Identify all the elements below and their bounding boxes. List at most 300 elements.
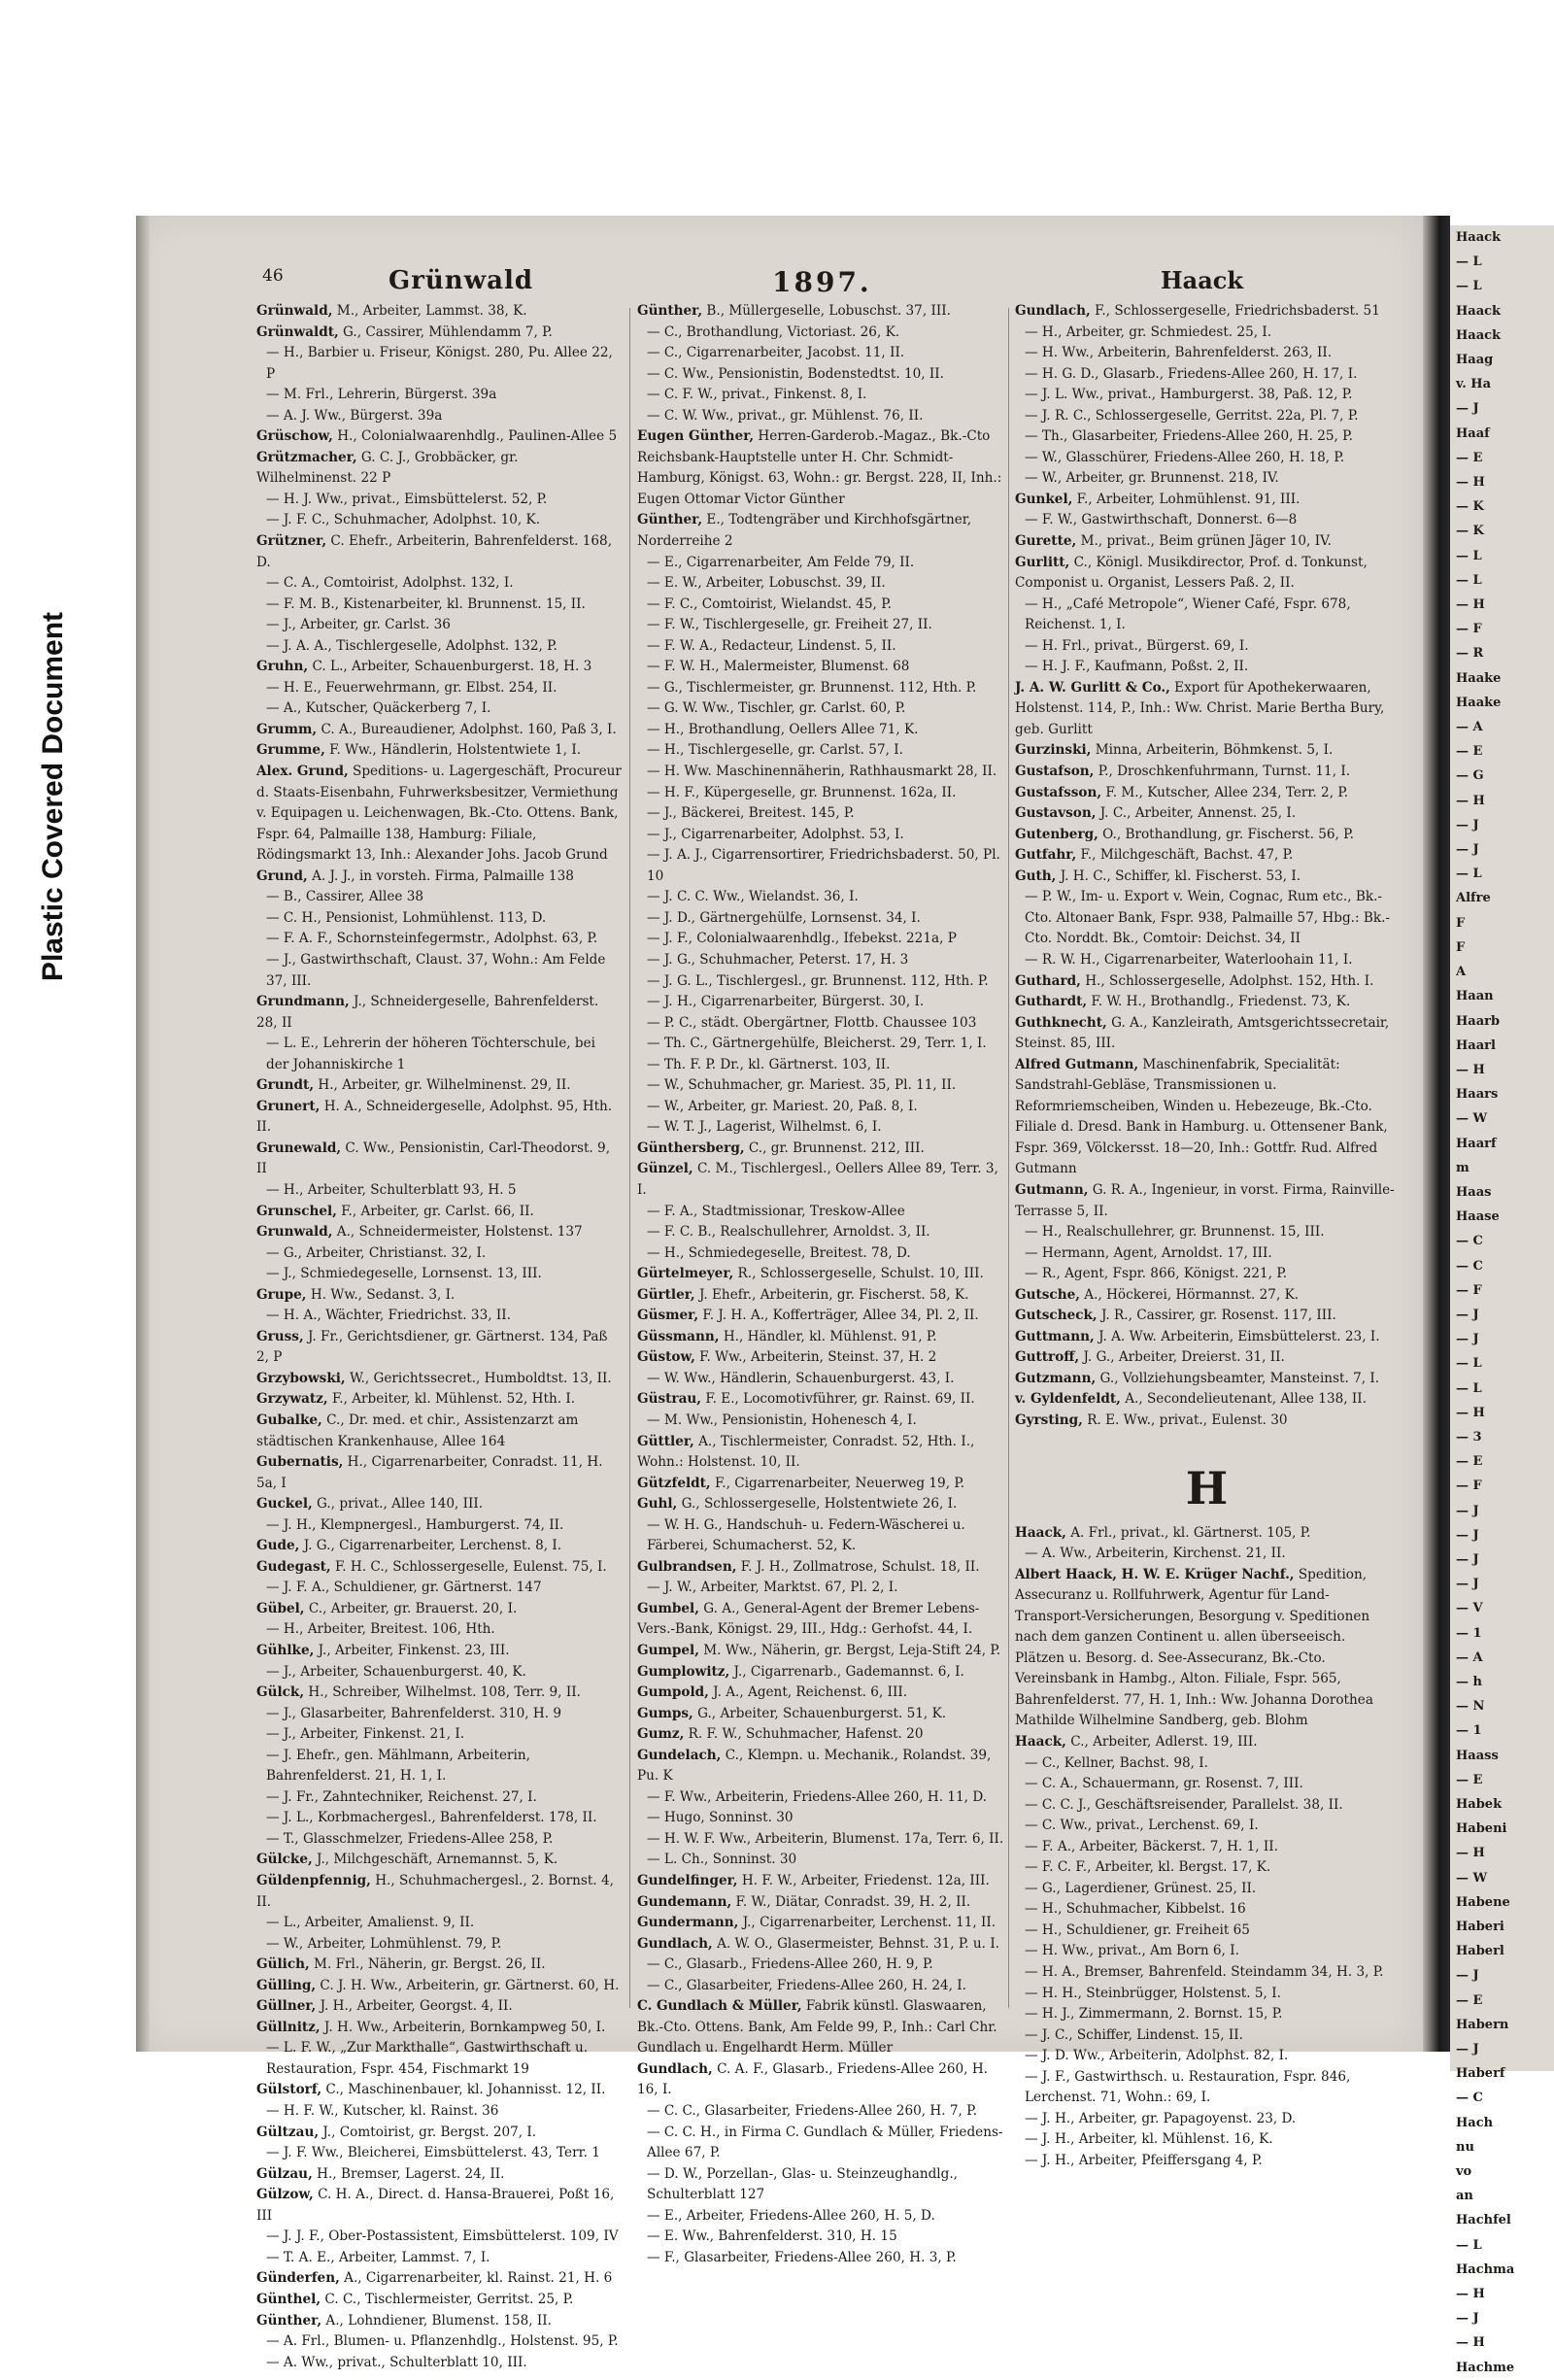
entry-details: — C. F. W., privat., Finkenst. 8, I. (647, 387, 867, 403)
directory-entry (1015, 867, 1399, 888)
directory-entry (256, 595, 622, 616)
entry-surname: Gustavson, (1015, 805, 1097, 822)
directory-entry (1015, 678, 1399, 741)
entry-details: — F. Ww., Arbeiterin, Friedens-Allee 260, H. 11, D. (647, 1788, 988, 1805)
directory-entry (256, 1264, 622, 1285)
directory-entry (637, 762, 1004, 783)
directory-entry (256, 1934, 622, 1955)
entry-details: — C., Cigarrenarbeiter, Jacobst. 11, II. (647, 345, 905, 361)
directory-entry (1015, 2046, 1399, 2067)
directory-entry (637, 1808, 1004, 1829)
directory-entry (637, 1075, 1004, 1097)
entry-details: — W., Schuhmacher, gr. Mariest. 35, Pl. 11, II. (647, 1077, 957, 1094)
entry-details: — F. W., Tischlergeselle, gr. Freiheit 27, II. (647, 617, 932, 633)
directory-entry (1015, 1523, 1399, 1545)
facing-page-stub: — J (1456, 1527, 1479, 1543)
directory-entry (1015, 1984, 1399, 2005)
entry-details: — H. A., Bremser, Bahrenfeld. Steindamm 34, H. 3, P. (1025, 1964, 1384, 1981)
entry-surname: Günther, (256, 2312, 322, 2329)
entry-details: — L. Ch., Sonninst. 30 (647, 1852, 797, 1868)
entry-details: W., Gerichtssecret., Humboldtst. 13, II. (345, 1370, 612, 1386)
entry-details: — G., Tischlermeister, gr. Brunnenst. 112, Hth. P. (647, 679, 977, 696)
entry-details: F., Milchgeschäft, Bachst. 47, P. (1076, 847, 1294, 864)
directory-entry (637, 2164, 1004, 2206)
directory-entry (1015, 426, 1399, 448)
facing-page-stub: — H (1456, 597, 1485, 613)
directory-entry (637, 1913, 1004, 1934)
entry-surname: Gürtelmeyer, (637, 1266, 734, 1282)
entry-surname: Gundemann, (637, 1893, 732, 1910)
entry-details: — F. C. B., Realschullehrer, Arnoldst. 3, II. (647, 1224, 930, 1241)
entry-details: G., Vollziehungsbeamter, Mansteinst. 7, I. (1096, 1370, 1380, 1386)
entry-details: — J. H., Arbeiter, gr. Papagoyenst. 23, D. (1025, 2110, 1297, 2126)
directory-entry (1015, 1899, 1399, 1921)
facing-page-stub: — W (1456, 1870, 1488, 1886)
facing-page-stub: Hachme (1456, 2360, 1515, 2375)
entry-details: — C. H., Pensionist, Lohmühlenst. 113, D. (266, 909, 547, 926)
entry-details: — Th. F. P. Dr., kl. Gärtnerst. 103, II. (647, 1056, 891, 1072)
directory-entry (637, 1389, 1004, 1411)
facing-page-stub: — 1 (1456, 1723, 1482, 1739)
entry-details: — J., Schmiedegeselle, Lornsenst. 13, III. (266, 1266, 542, 1282)
entry-details: — J. L. Ww., privat., Hamburgerst. 38, Paß. 12, P. (1025, 387, 1353, 403)
facing-page-stub: v. Ha (1456, 377, 1492, 392)
entry-details: J. H. C., Schiffer, kl. Fischerst. 53, I. (1056, 867, 1301, 884)
entry-details: J. A., Agent, Reichenst. 6, III. (708, 1684, 908, 1701)
facing-page-stub: Haarb (1456, 1013, 1501, 1029)
entry-details: G. C. J., Grobbäcker, gr. Wilhelminenst. 22 P (256, 449, 519, 487)
directory-entry (637, 950, 1004, 971)
directory-entry (637, 1411, 1004, 1432)
entry-surname: Gumz, (637, 1726, 685, 1743)
column-3 (1015, 301, 1399, 2171)
directory-entry (637, 2248, 1004, 2269)
entry-details: A. J. J., in vorsteh. Firma, Palmaille 138 (307, 867, 574, 884)
directory-entry (256, 1976, 622, 1997)
directory-entry (256, 1746, 622, 1787)
directory-entry (637, 929, 1004, 950)
directory-entry (1015, 803, 1399, 825)
directory-entry (1015, 1857, 1399, 1879)
entry-details: C., Arbeiter, Adlerst. 19, III. (1065, 1734, 1258, 1750)
facing-page-stub: — L (1456, 255, 1482, 270)
entry-surname: Grund, (256, 867, 308, 884)
entry-details: — H. Ww., privat., Am Born 6, I. (1025, 1943, 1239, 1959)
running-head-year: 1897. (772, 266, 872, 298)
entry-details: C. L., Arbeiter, Schauenburgerst. 18, H. 3 (308, 659, 592, 675)
entry-details: F., Schlossergeselle, Friedrichsbaderst. 51 (1090, 303, 1380, 319)
entry-surname: J. A. W. Gurlitt & Co., (1015, 679, 1170, 696)
entry-details: — J. F. C., Schuhmacher, Adolphst. 10, K. (266, 512, 541, 528)
entry-details: — H., Schuhmacher, Kibbelst. 16 (1025, 1901, 1246, 1918)
directory-entry (256, 1599, 622, 1620)
entry-details: — J. A. A., Tischlergeselle, Adolphst. 132, P. (266, 637, 557, 654)
facing-page-strip (1450, 225, 1554, 2375)
entry-details: J. C., Arbeiter, Annenst. 25, I. (1096, 805, 1297, 822)
entry-surname: Güstrau, (637, 1391, 702, 1408)
entry-details: — C., Glasarbeiter, Friedens-Allee 260, H. 24, I. (647, 1977, 966, 1993)
facing-page-stub: — G (1456, 768, 1484, 784)
facing-page-stub: Haake (1456, 695, 1502, 710)
entry-details: H., Colonialwaarenhdlg., Paulinen-Allee 5 (332, 428, 618, 445)
directory-entry (256, 2353, 622, 2374)
page-number: 46 (262, 266, 284, 286)
directory-entry (256, 908, 622, 930)
directory-entry (1015, 1774, 1399, 1795)
facing-page-stub: — J (1456, 1968, 1479, 1984)
entry-details: J., Cigarrenarb., Gademannst. 6, I. (729, 1663, 964, 1680)
entry-details: — M. Ww., Pensionistin, Hohenesch 4, I. (647, 1411, 917, 1428)
entry-details: — A., Kutscher, Quäckerberg 7, I. (266, 700, 491, 717)
directory-entry (637, 720, 1004, 741)
entry-details: H., Schlossergeselle, Adolphst. 152, Hth. I. (1080, 972, 1374, 989)
entry-surname: Gundermann, (637, 1915, 739, 1931)
directory-entry (1015, 323, 1399, 344)
directory-entry (1015, 825, 1399, 846)
entry-details: — C. C., Glasarbeiter, Friedens-Allee 260, H. 7, P. (647, 2103, 977, 2120)
facing-page-stub: vo (1456, 2164, 1472, 2180)
entry-details: — H. A., Wächter, Friedrichst. 33, II. (266, 1308, 511, 1324)
entry-surname: Guhl, (637, 1496, 678, 1513)
directory-entry (256, 2268, 622, 2290)
entry-details: — H. E., Feuerwehrmann, gr. Elbst. 254, II. (266, 679, 557, 696)
entry-details: — C. C. J., Geschäftsreisender, Parallelst. 38, II. (1025, 1796, 1343, 1813)
directory-entry (1015, 1411, 1399, 1432)
entry-surname: Gurlitt, (1015, 554, 1070, 570)
directory-entry (256, 343, 622, 385)
directory-entry (1015, 1795, 1399, 1817)
facing-page-stub: Hachma (1456, 2261, 1515, 2277)
facing-page-stub: Haberf (1456, 2066, 1505, 2082)
directory-entry (1015, 1369, 1399, 1390)
entry-surname: Gützfeldt, (637, 1475, 711, 1491)
facing-page-stub: Habek (1456, 1797, 1503, 1812)
entry-details: — F. A., Arbeiter, Bäckerst. 7, H. 1, II. (1025, 1838, 1278, 1854)
directory-entry (1015, 1921, 1399, 1942)
section-letter: H (1185, 1461, 1229, 1514)
entry-details: H. A., Schneidergeselle, Adolphst. 95, Hth. II. (256, 1098, 613, 1136)
directory-entry (1015, 2129, 1399, 2151)
directory-entry (1015, 1285, 1399, 1307)
facing-page-stub: — R (1456, 646, 1484, 662)
directory-entry (256, 740, 622, 762)
entry-surname: Gutenberg, (1015, 826, 1098, 842)
directory-entry (637, 553, 1004, 574)
facing-page-stub: — K (1456, 524, 1484, 539)
directory-entry (256, 1075, 622, 1097)
directory-entry (637, 1494, 1004, 1515)
directory-entry (637, 1662, 1004, 1683)
facing-page-stub: — 1 (1456, 1625, 1482, 1641)
entry-details: — H., Schuldiener, gr. Freiheit 65 (1025, 1921, 1250, 1938)
directory-entry (637, 1683, 1004, 1704)
entry-details: H., Bremser, Lagerst. 24, II. (312, 2165, 505, 2182)
directory-entry (637, 1222, 1004, 1243)
directory-entry (1015, 1013, 1399, 1055)
directory-entry (637, 908, 1004, 930)
entry-surname: Haack, (1015, 1524, 1066, 1541)
entry-surname: Grumme, (256, 742, 325, 759)
entry-details: Maschinenfabrik, Specialität: Sandstrahl-Gebläse, Transmissionen u. Reformriemscheiben, Winden u. Hebezeuge, Bk.-Cto. Filiale d. Dresd. Bank in Hamburg. u. Ottensener Bank, Fspr. 369, Völckersst. 18—20, Inh.: Gottfr. Rud. Alfred Gutmann (1015, 1056, 1388, 1177)
facing-page-stub: — L (1456, 572, 1482, 588)
directory-entry (1015, 468, 1399, 490)
facing-page-stub: Haass (1456, 1748, 1499, 1763)
directory-entry (1015, 636, 1399, 658)
directory-entry (256, 1662, 622, 1683)
entry-details: — G., Arbeiter, Christianst. 32, I. (266, 1244, 487, 1261)
entry-details: — Hugo, Sonninst. 30 (647, 1810, 794, 1826)
entry-details: F. J. H. A., Kofferträger, Allee 34, Pl. 2, II. (698, 1308, 979, 1324)
entry-details: J. Ehefr., Arbeiterin, gr. Fischerst. 58, K. (694, 1286, 969, 1303)
entry-details: — H., Arbeiter, Breitest. 106, Hth. (266, 1621, 495, 1638)
directory-entry (637, 343, 1004, 364)
entry-details: — J. C., Schiffer, Lindenst. 15, II. (1025, 2026, 1243, 2043)
entry-surname: Guckel, (256, 1496, 313, 1513)
entry-details: — E. W., Arbeiter, Lobuschst. 39, II. (647, 575, 886, 592)
facing-page-stub: Habene (1456, 1894, 1510, 1910)
facing-page-stub: — H (1456, 793, 1485, 808)
entry-details: A. W. O., Glasermeister, Behnst. 31, P. u. I. (712, 1935, 1000, 1952)
entry-surname: Grünwaldt, (256, 323, 339, 340)
entry-details: — J., Arbeiter, Schauenburgerst. 40, K. (266, 1663, 526, 1680)
entry-surname: Haack, (1015, 1734, 1066, 1750)
directory-entry (1015, 762, 1399, 783)
entry-details: J. A. Ww. Arbeiterin, Eimsbüttelerst. 23, I. (1094, 1328, 1380, 1344)
directory-entry (637, 510, 1004, 552)
entry-details: — J. D., Gärtnergehülfe, Lornsenst. 34, I. (647, 909, 921, 926)
entry-surname: Gubernatis, (256, 1454, 344, 1471)
entry-details: H., Arbeiter, gr. Wilhelminenst. 29, II. (314, 1077, 571, 1094)
facing-page-stub: Haberi (1456, 1920, 1504, 1935)
directory-entry (1015, 1222, 1399, 1243)
directory-entry (256, 323, 622, 344)
entry-surname: Eugen Günther, (637, 428, 755, 445)
entry-surname: Gübel, (256, 1600, 305, 1616)
directory-entry (637, 1934, 1004, 1955)
entry-details: — W., Arbeiter, Lohmühlenst. 79, P. (266, 1935, 502, 1952)
directory-entry (256, 1202, 622, 1223)
entry-details: F. H. C., Schlossergeselle, Eulenst. 75, I. (330, 1558, 607, 1575)
directory-entry (637, 1871, 1004, 1892)
directory-entry (1015, 385, 1399, 406)
facing-page-stub: m (1456, 1160, 1470, 1175)
entry-details: — F., Glasarbeiter, Friedens-Allee 260, H. 3, P. (647, 2249, 957, 2265)
directory-entry (1015, 1941, 1399, 1962)
directory-entry (637, 1641, 1004, 1662)
directory-entry (1015, 406, 1399, 427)
entry-details: — Th., Glasarbeiter, Friedens-Allee 260, H. 25, P. (1025, 428, 1353, 445)
entry-surname: Grunwald, (256, 1224, 333, 1241)
entry-surname: Gülzau, (256, 2165, 313, 2182)
directory-entry (1015, 301, 1399, 323)
entry-surname: Grzybowski, (256, 1370, 346, 1386)
directory-entry (256, 762, 622, 867)
entry-details: F. W., Diätar, Conradst. 39, H. 2, II. (731, 1893, 971, 1910)
directory-entry (1015, 595, 1399, 636)
directory-entry (1015, 992, 1399, 1013)
entry-details: — J. F. A., Schuldiener, gr. Gärtnerst. 147 (266, 1580, 542, 1596)
entry-details: — J. C. C. Ww., Wielandst. 36, I. (647, 889, 859, 905)
facing-page-stub: — J (1456, 1503, 1479, 1518)
directory-entry (256, 1955, 622, 1976)
entry-details: M., Arbeiter, Lammst. 38, K. (332, 303, 527, 319)
directory-entry (1015, 531, 1399, 553)
directory-entry (256, 2080, 622, 2101)
directory-entry (256, 531, 622, 573)
directory-entry (1015, 1837, 1399, 1858)
entry-details: — J., Glasarbeiter, Bahrenfelderst. 310, H. 9 (266, 1705, 562, 1721)
directory-entry (1015, 343, 1399, 364)
entry-details: C., Arbeiter, gr. Brauerst. 20, I. (304, 1600, 518, 1616)
directory-entry (256, 1871, 622, 1913)
directory-entry (256, 1829, 622, 1851)
entry-surname: Guth, (1015, 867, 1057, 884)
entry-surname: Grünwald, (256, 303, 333, 319)
facing-page-stub: — H (1456, 1846, 1485, 1861)
directory-entry (256, 1369, 622, 1390)
directory-entry (256, 992, 622, 1034)
directory-entry (256, 2311, 622, 2332)
entry-details: — H., Arbeiter, Schulterblatt 93, H. 5 (266, 1181, 517, 1198)
entry-details: — J. G., Schuhmacher, Peterst. 17, H. 3 (647, 951, 909, 968)
entry-surname: Guthknecht, (1015, 1014, 1107, 1031)
directory-entry (637, 1432, 1004, 1474)
entry-details: — H. Ww., Arbeiterin, Bahrenfelderst. 263, II. (1025, 345, 1333, 361)
entry-surname: Gürtler, (637, 1286, 695, 1303)
entry-details: E., Todtengräber und Kirchhofsgärtner, Norderreihe 2 (637, 512, 972, 550)
facing-page-stub: — C (1456, 1258, 1483, 1274)
entry-details: — A. Frl., Blumen- u. Pflanzenhdlg., Holstenst. 95, P. (266, 2333, 619, 2350)
directory-entry (637, 1034, 1004, 1055)
entry-details: F., Arbeiter, Lohmühlenst. 91, III. (1072, 491, 1301, 507)
entry-details: — J. H., Cigarrenarbeiter, Bürgerst. 30, I. (647, 994, 925, 1010)
entry-details: — T., Glasschmelzer, Friedens-Allee 258, P. (266, 1830, 554, 1847)
facing-page-stub: — J (1456, 1332, 1479, 1347)
entry-surname: Gülich, (256, 1956, 310, 1973)
entry-details: O., Brothandlung, gr. Fischerst. 56, P. (1098, 826, 1354, 842)
entry-surname: Gülling, (256, 1977, 317, 1993)
directory-entry (1015, 740, 1399, 762)
entry-surname: Gundelach, (637, 1747, 722, 1763)
entry-surname: Gunkel, (1015, 491, 1073, 507)
directory-entry (1015, 490, 1399, 511)
directory-entry (637, 573, 1004, 595)
directory-entry (256, 1913, 622, 1934)
entry-details: — T. A. E., Arbeiter, Lammst. 7, I. (266, 2249, 490, 2265)
directory-entry (637, 323, 1004, 344)
entry-details: F. Ww., Händlerin, Holstentwiete 1, I. (324, 742, 582, 759)
entry-details: — W. H. G., Handschuh- u. Federn-Wäscherei u. Färberei, Schumacherst. 52, K. (647, 1516, 965, 1554)
facing-page-stub: Habeni (1456, 1821, 1507, 1837)
entry-details: — F. W. A., Redacteur, Lindenst. 5, II. (647, 637, 896, 654)
directory-entry (256, 2123, 622, 2144)
entry-surname: Gühlke, (256, 1643, 315, 1658)
entry-details: — Th. C., Gärtnergehülfe, Bleicherst. 29, Terr. 1, I. (647, 1036, 987, 1052)
entry-details: — F. A. F., Schornsteinfegermstr., Adolphst. 63, P. (266, 931, 598, 947)
facing-page-stub: — 3 (1456, 1429, 1482, 1445)
entry-details: J., Cigarrenarbeiter, Lerchenst. 11, II. (738, 1915, 997, 1931)
entry-details: — J. G. L., Tischlergesl., gr. Brunnenst. 112, Hth. P. (647, 972, 989, 989)
directory-entry (1015, 510, 1399, 531)
directory-entry (637, 1704, 1004, 1725)
directory-entry (256, 887, 622, 908)
entry-details: — J. Ehefr., gen. Mählmann, Arbeiterin, Bahrenfelderst. 21, H. 1, I. (266, 1747, 530, 1785)
entry-details: H. F. W., Arbeiter, Friedenst. 12a, III. (737, 1873, 990, 1889)
directory-entry (256, 1515, 622, 1537)
directory-entry (1015, 1264, 1399, 1285)
facing-page-stub: — H (1456, 475, 1485, 491)
entry-details: A., Höckerei, Hörmannst. 27, K. (1079, 1286, 1300, 1303)
entry-surname: Gültzau, (256, 2124, 320, 2140)
entry-details: R., Schlossergeselle, Schulst. 10, III. (733, 1266, 984, 1282)
entry-details: — C. A., Comtoirist, Adolphst. 132, I. (266, 575, 514, 592)
entry-surname: Gutmann, (1015, 1181, 1089, 1198)
facing-page-stub: — J (1456, 842, 1479, 858)
directory-entry (256, 385, 622, 406)
facing-page-stub: Hachfel (1456, 2213, 1511, 2228)
entry-surname: Grunschel, (256, 1203, 337, 1219)
directory-entry (1015, 1243, 1399, 1265)
entry-surname: Gülcke, (256, 1852, 313, 1868)
entry-details: C. Ww., Pensionistin, Carl-Theodorst. 9, II (256, 1139, 611, 1177)
entry-details: J. H., Arbeiter, Georgst. 4, II. (316, 1998, 513, 2015)
entry-surname: Gundlach, (1015, 303, 1091, 319)
entry-details: — H. Frl., privat., Bürgerst. 69, I. (1025, 637, 1249, 654)
directory-entry (256, 1034, 622, 1075)
directory-entry (637, 1139, 1004, 1160)
entry-surname: Gyrsting, (1015, 1411, 1083, 1428)
entry-surname: Gumplowitz, (637, 1663, 730, 1680)
entry-details: — J. R. C., Schlossergeselle, Gerritst. 22a, Pl. 7, P. (1025, 407, 1359, 424)
entry-details: R. E. Ww., privat., Eulenst. 30 (1082, 1411, 1288, 1428)
entry-details: — W., Glasschürer, Friedens-Allee 260, H. 18, P. (1025, 449, 1345, 465)
entry-details: H. Ww., Sedanst. 3, I. (306, 1286, 456, 1303)
entry-details: H., Schreiber, Wilhelmst. 108, Terr. 9, II. (304, 1684, 581, 1701)
entry-details: — J. H., Klempnergesl., Hamburgerst. 74, II. (266, 1516, 564, 1533)
entry-surname: Güssmann, (637, 1328, 720, 1344)
facing-page-stub: — L (1456, 867, 1482, 882)
entry-surname: Gülck, (256, 1684, 305, 1701)
directory-entry (256, 2290, 622, 2311)
entry-details: — H. F. W., Kutscher, kl. Rainst. 36 (266, 2103, 499, 2120)
entry-details: F., Cigarrenarbeiter, Neuerweg 19, P. (710, 1475, 965, 1491)
directory-entry (256, 1808, 622, 1829)
entry-details: C. A., Bureaudiener, Adolphst. 160, Paß 3, I. (317, 721, 617, 737)
facing-page-stub: — F (1456, 1282, 1482, 1298)
directory-entry (637, 1515, 1004, 1557)
directory-entry (256, 1787, 622, 1809)
entry-surname: C. Gundlach & Müller, (637, 1998, 802, 2015)
directory-entry (1015, 1816, 1399, 1837)
directory-entry (1015, 2025, 1399, 2047)
entry-details: — J., Cigarrenarbeiter, Adolphst. 53, I. (647, 826, 904, 842)
entry-details: — A. J. Ww., Bürgerst. 39a (266, 407, 443, 424)
entry-details: C., Klempn. u. Mechanik., Rolandst. 39, Pu. K (637, 1747, 992, 1785)
directory-entry (256, 615, 622, 636)
facing-page-stub: — H (1456, 1062, 1485, 1077)
directory-entry (256, 1536, 622, 1557)
entry-details: — P. W., Im- u. Export v. Wein, Cognac, Rum etc., Bk.-Cto. Altonaer Bank, Fspr. 938, Palmaille 57, Hbg.: Bk.-Cto. Norddt. Bk., Comtoir: Deichst. 34, II (1025, 889, 1391, 947)
directory-entry (1015, 1327, 1399, 1348)
book-gutter (1423, 216, 1450, 2052)
entry-details: — J., Arbeiter, Finkenst. 21, I. (266, 1726, 465, 1743)
entry-surname: Grützmacher, (256, 449, 357, 465)
directory-entry (256, 1097, 622, 1139)
facing-page-stub: — h (1456, 1674, 1482, 1689)
directory-entry (1015, 1389, 1399, 1411)
entry-details: A., Secondelieutenant, Allee 138, II. (1120, 1391, 1367, 1408)
directory-entry (256, 1389, 622, 1411)
